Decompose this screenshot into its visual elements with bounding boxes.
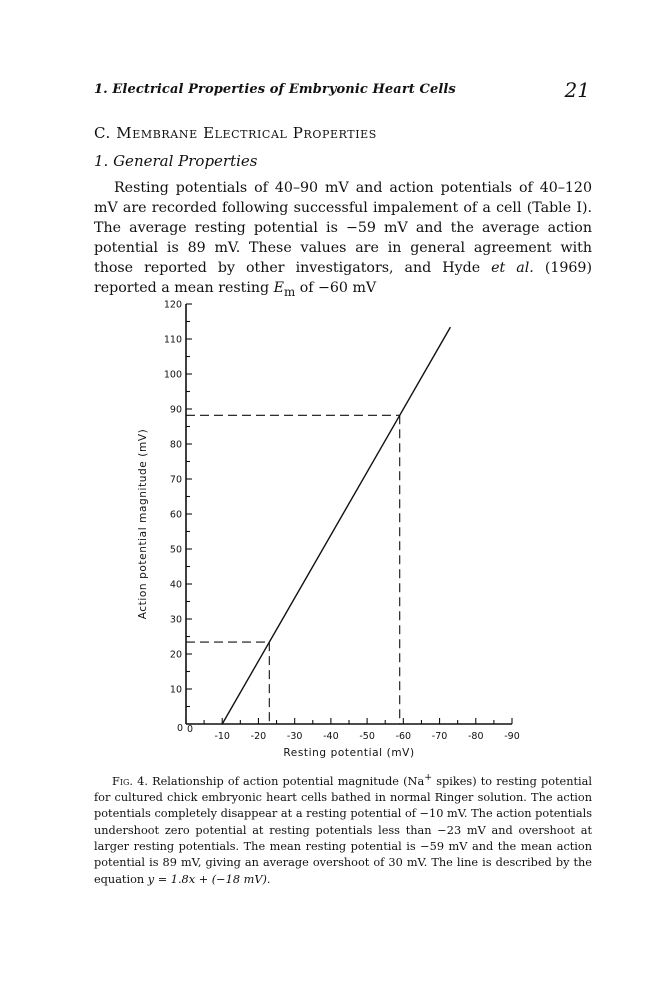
x-tick-label: -50	[359, 731, 375, 742]
body-text-et-al: et al.	[491, 260, 534, 276]
x-tick-label: -60	[395, 731, 412, 742]
section-heading: C. Membrane Electrical Properties	[94, 124, 377, 142]
x-axis-title: Resting potential (mV)	[283, 747, 415, 759]
x-tick-label: -20	[250, 731, 267, 742]
x-tick-label: -90	[504, 731, 520, 742]
em-symbol: E	[273, 280, 284, 296]
y-tick-label: 90	[169, 404, 182, 416]
y-tick-label: 30	[169, 614, 182, 626]
caption-superscript: +	[424, 772, 433, 783]
y-tick-label: 40	[169, 579, 182, 591]
body-paragraph	[94, 178, 592, 302]
y-tick-label: 110	[163, 334, 182, 346]
body-text-part1: Resting potentials of 40–90 mV and action potentials of 40–120 mV are recorded following successful impalement of a cell (Table I). The average resting potential is −59 mV and the average action potential is 89 mV. These values are in general agreement with those reported by other investigators, and Hyde	[94, 180, 592, 276]
x-tick-label: -30	[286, 731, 303, 742]
action-potential-chart	[120, 288, 540, 764]
y-tick-label: 20	[169, 649, 182, 661]
y-tick-label: 120	[163, 299, 182, 311]
x-tick-label: -80	[468, 731, 484, 742]
origin-x-tick-label: 0	[187, 724, 194, 735]
y-tick-label: 50	[169, 544, 182, 556]
y-axis-title: Action potential magnitude (mV)	[137, 428, 149, 620]
y-tick-label: 100	[163, 369, 182, 381]
origin-y-tick-label: 0	[176, 723, 183, 734]
caption-part1: Relationship of action potential magnitude (Na	[147, 774, 425, 788]
figure-caption	[94, 770, 592, 888]
y-tick-label: 80	[169, 439, 182, 451]
page-number: 21	[564, 78, 590, 102]
caption-equation: y = 1.8x + (−18 mV).	[147, 872, 271, 886]
x-tick-label: -70	[431, 731, 448, 742]
body-text-part2: (1969) reported a mean resting	[94, 260, 592, 296]
y-tick-label: 10	[169, 684, 182, 696]
running-head	[94, 80, 590, 102]
caption-part2: spikes) to resting potential for cultured chick embryonic heart cells bathed in normal Ringer solution. The action potentials completely disappear at a resting potential of −10 mV. The action potentials undershoot zero potential at resting potentials less than −23 mV and overshoot at larger resting potentials. The mean resting potential is −59 mV and the mean action potential is 89 mV, giving an average overshoot of 30 mV. The line is described by the equation	[94, 774, 592, 886]
subsection-heading: 1. General Properties	[94, 152, 258, 170]
x-tick-label: -10	[214, 731, 230, 742]
running-title: 1. Electrical Properties of Embryonic Heart Cells	[94, 82, 456, 97]
body-text-part3: of −60 mV	[295, 280, 377, 296]
y-tick-label: 70	[169, 474, 182, 486]
caption-label: Fig. 4.	[112, 774, 148, 788]
x-tick-label: -40	[323, 731, 339, 742]
em-subscript: m	[283, 284, 296, 299]
y-tick-label: 60	[169, 509, 182, 521]
regression-line	[222, 327, 450, 724]
figure-4	[120, 288, 540, 764]
